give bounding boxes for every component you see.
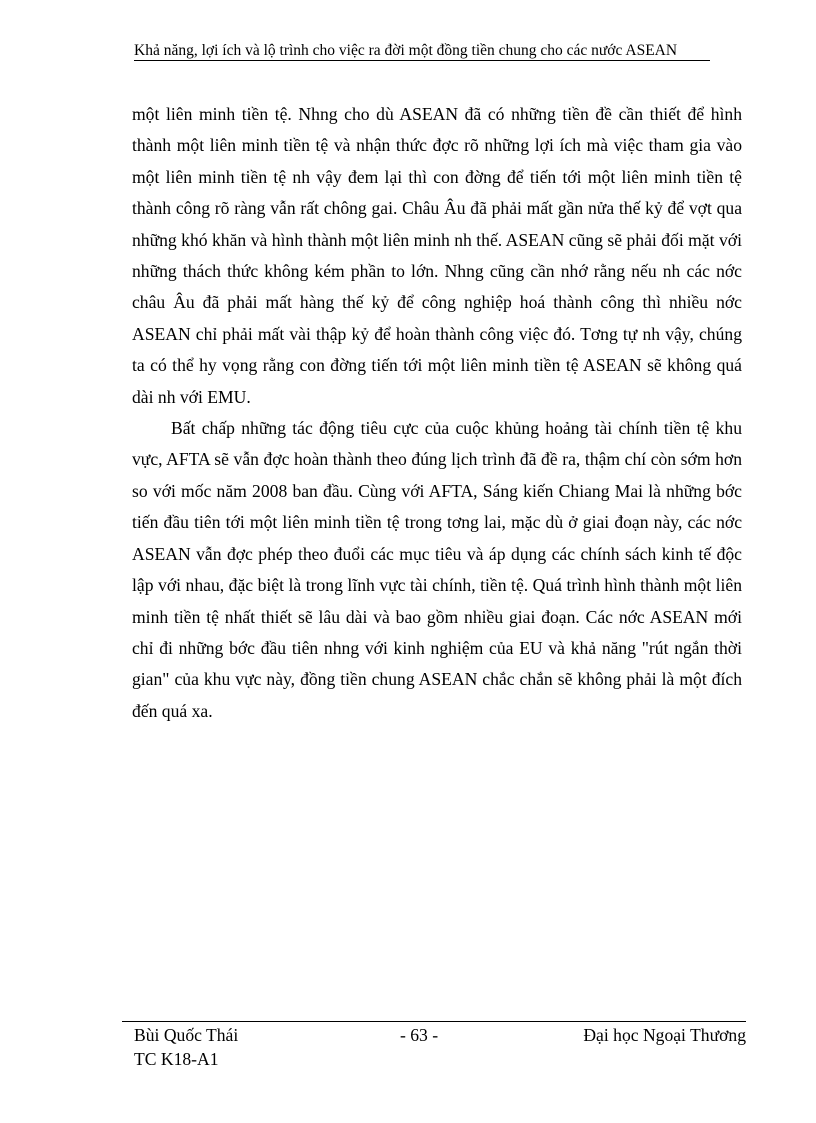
page-number: - 63 - [400, 1025, 439, 1045]
paragraph-1: một liên minh tiền tệ. Nhng cho dù ASEAN đã có những tiền đề cần thiết để hình thành một liên minh tiền tệ và nhận thức đợc rõ những lợi ích mà việc tham gia vào một liên minh tiền tệ nh vậy đem lại thì con đờng để tiến tới một liên minh tiền tệ thành công rõ ràng vẫn rất chông gai. Châu Âu đã phải mất gần nửa thế kỷ để vợt qua những khó khăn và hình thành một liên minh nh thế. ASEAN cũng sẽ phải đối mặt với những thách thức không kém phần to lớn. Nhng cũng cần nhớ rằng nếu nh các nớc châu Âu đã phải mất hàng thế kỷ để công nghiệp hoá thành công thì nhiều nớc ASEAN chỉ phải mất vài thập kỷ để hoàn thành công việc đó. Tơng tự nh vậy, chúng ta có thể hy vọng rằng con đờng tiến tới một liên minh tiền tệ ASEAN sẽ không quá dài nh với EMU. [132, 104, 742, 407]
body-text [132, 99, 742, 727]
running-header [134, 40, 710, 61]
footer-class: TC K18-A1 [134, 1049, 219, 1069]
header-title: Khả năng, lợi ích và lộ trình cho việc ra đời một đồng tiền chung cho các nước ASEAN [134, 42, 678, 59]
footer-school: Đại học Ngoại Thương [583, 1025, 746, 1045]
footer-author: Bùi Quốc Thái [134, 1025, 239, 1045]
paragraph-2: Bất chấp những tác động tiêu cực của cuộc khủng hoảng tài chính tiền tệ khu vực, AFTA sẽ vẫn đợc hoàn thành theo đúng lịch trình đã đề ra, thậm chí còn sớm hơn so với mốc năm 2008 ban đầu. Cùng với AFTA, Sáng kiến Chiang Mai là những bớc tiến đầu tiên tới một liên minh tiền tệ trong tơng lai, mặc dù ở giai đoạn này, các nớc ASEAN vẫn đợc phép theo đuổi các mục tiêu và áp dụng các chính sách kinh tế độc lập với nhau, đặc biệt là trong lĩnh vực tài chính, tiền tệ. Quá trình hình thành một liên minh tiền tệ nhất thiết sẽ lâu dài và bao gồm nhiều giai đoạn. Các nớc ASEAN mới chỉ đi những bớc đầu tiên nhng với kinh nghiệm của EU và khả năng "rút ngắn thời gian" của khu vực này, đồng tiền chung ASEAN chắc chắn sẽ không phải là một đích đến quá xa. [132, 418, 742, 721]
header-rule [134, 60, 710, 61]
